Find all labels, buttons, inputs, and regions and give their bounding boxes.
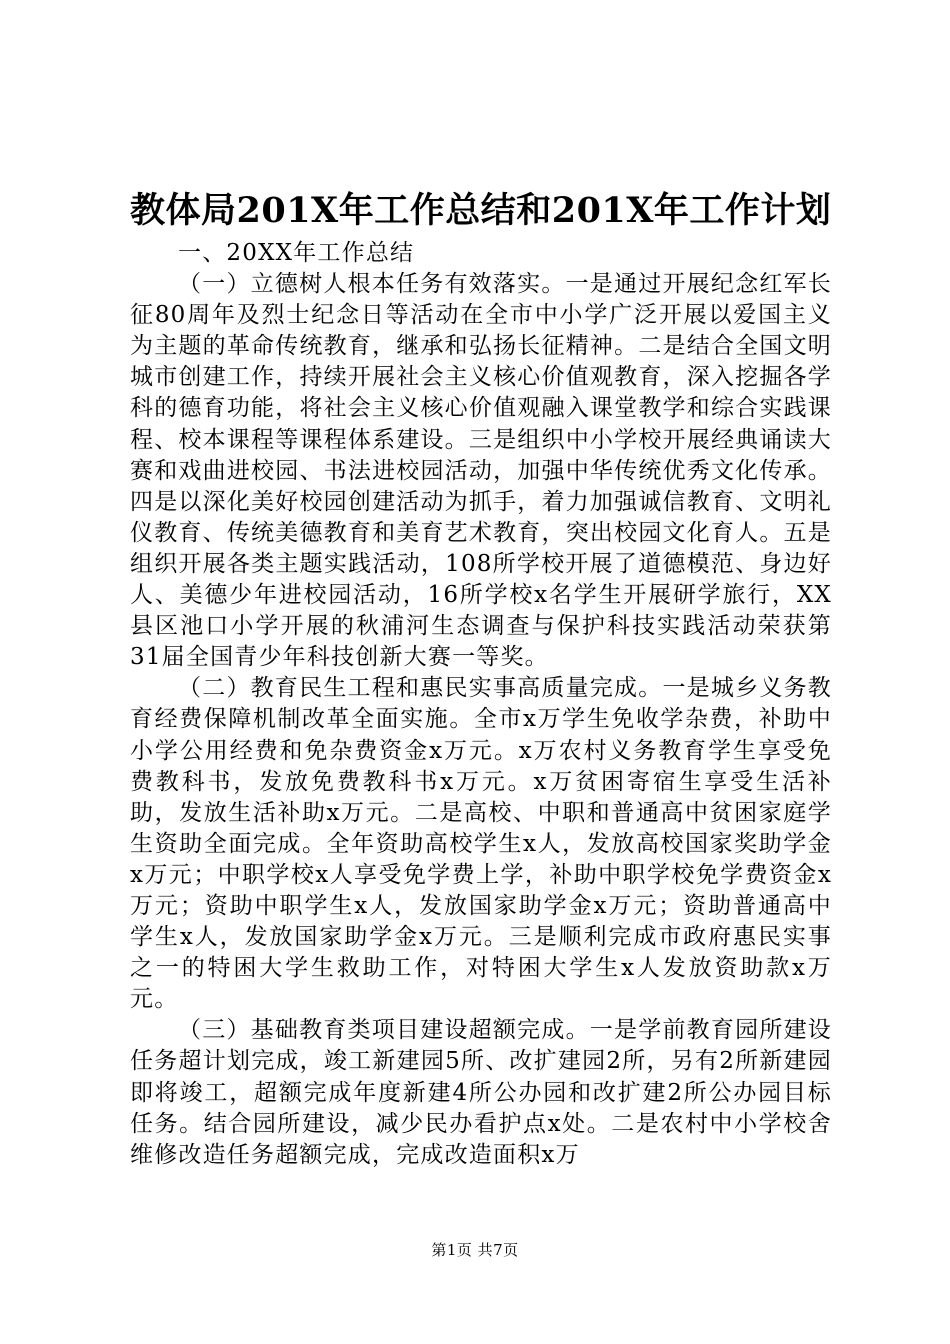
document-title: 教体局201X年工作总结和201X年工作计划 [130, 190, 832, 231]
page-footer [0, 1240, 950, 1260]
paragraph-2: （二）教育民生工程和惠民实事高质量完成。一是城乡义务教育经费保障机制改革全面实施。全市x万学生免收学杂费，补助中小学公用经费和免杂费资金x万元。x万农村义务教育学生享受免费教科书，发放免费教科书x万元。x万贫困寄宿生享受生活补助，发放生活补助x万元。二是高校、中职和普通高中贫困家庭学生资助全面完成。全年资助高校学生x人，发放高校国家奖助学金x万元；中职学校x人享受免学费上学，补助中职学校免学费资金x万元；资助中职学生x人，发放国家助学金x万元；资助普通高中学生x人，发放国家助学金x万元。三是顺利完成市政府惠民实事之一的特困大学生救助工作，对特困大学生x人发放资助款x万元。 [130, 675, 832, 1013]
page-number: 第1页 共7页 [431, 1241, 519, 1259]
section-heading: 一、20XX年工作总结 [178, 240, 415, 266]
document-body [130, 238, 832, 1171]
paragraph-1: （一）立德树人根本任务有效落实。一是通过开展纪念红军长征80周年及烈士纪念日等活动在全市中小学广泛开展以爱国主义为主题的革命传统教育，继承和弘扬长征精神。二是结合全国文明城市创建工作，持续开展社会主义核心价值观教育，深入挖掘各学科的德育功能，将社会主义核心价值观融入课堂教学和综合实践课程、校本课程等课程体系建设。三是组织中小学校开展经典诵读大赛和戏曲进校园、书法进校园活动，加强中华传统优秀文化传承。四是以深化美好校园创建活动为抓手，着力加强诚信教育、文明礼仪教育、传统美德教育和美育艺术教育，突出校园文化育人。五是组织开展各类主题实践活动，108所学校开展了道德模范、身边好人、美德少年进校园活动，16所学校x名学生开展研学旅行，XX县区池口小学开展的秋浦河生态调查与保护科技实践活动荣获第31届全国青少年科技创新大赛一等奖。 [130, 271, 832, 671]
paragraph-3: （三）基础教育类项目建设超额完成。一是学前教育园所建设任务超计划完成，竣工新建园5所、改扩建园2所，另有2所新建园即将竣工，超额完成年度新建4所公办园和改扩建2所公办园目标任务。结合园所建设，减少民办看护点x处。二是农村中小学校舍维修改造任务超额完成，完成改造面积x万 [130, 1017, 832, 1168]
